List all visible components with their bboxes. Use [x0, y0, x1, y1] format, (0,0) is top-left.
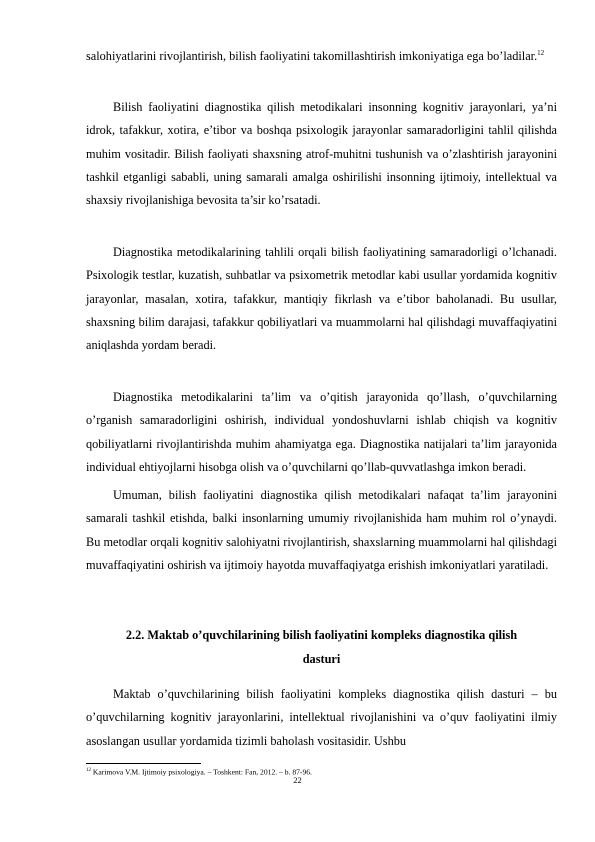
paragraph-talim-jarayoni: Diagnostika metodikalarini ta’lim va o’qitish jarayonida qo’llash, o’quvchilarning o’rganish samaradorligini oshirish, individual yondoshuvlarni ishlab chiqish va kognitiv qobiliyatlarni rivojlantirishda muhim ahamiyatga ega. Diagnostika natijalari ta’lim jarayonida individual ehtiyojlarni hisobga olish va o’quvchilarni qo’llab-quvvatlashga imkon beradi.	[86, 390, 557, 475]
section-heading-line2: dasturi	[302, 651, 341, 666]
footnote-reference[interactable]: 12	[537, 48, 545, 57]
paragraph-maktab-dasturi: Maktab o’quvchilarining bilish faoliyatini kompleks diagnostika qilish dasturi – bu o’quvchilarning kognitiv jarayonlarini, intellektual rivojlanishini va o’quv faoliyatini ilmiy asoslangan usullar yordamida tizimli baholash vositasidir. Ushbu	[86, 687, 557, 748]
paragraph-diagnostika-tahlili: Diagnostika metodikalarining tahlili orqali bilish faoliyatining samaradorligi o’lchanadi. Psixologik testlar, kuzatish, suhbatlar va psixometrik metodlar kabi usullar yordamida kognitiv jarayonlar, masalan, xotira, tafakkur, mantiqiy fikrlash va e’tibor baholanadi. Bu usullar, shaxsning bilim darajasi, tafakkur qobiliyatlari va muammolarni hal qilishdagi muvaffaqiyatini aniqlashda yordam beradi.	[86, 245, 557, 353]
footnote-text: Karimova V.M. Ijtimoiy psixologiya. – Toshkent: Fan, 2012. – b. 87-96.	[91, 767, 312, 777]
paragraph-bilish-faoliyati: Bilish faoliyatini diagnostika qilish metodikalari insonning kognitiv jarayonlari, ya’ni idrok, tafakkur, xotira, e’tibor va boshqa psixologik jarayonlar samaradorligini tahlil qilishda muhim vositadir. Bilish faoliyati shaxsning atrof-muhitni tushunish va o’zlashtirish jarayonini tashkil etganligi sababli, uning samarali amalga oshirilishi insonning ijtimoiy, intellektual va shaxsiy rivojlanishiga bevosita ta’sir ko’rsatadi.	[86, 100, 557, 208]
paragraph-text: salohiyatlarini rivojlantirish, bilish faoliyatini takomillashtirish imkoniyatiga ega bo’ladilar.	[86, 49, 538, 63]
section-heading	[86, 624, 557, 671]
paragraph-umuman: Umuman, bilish faoliyatini diagnostika qilish metodikalari nafaqat ta’lim jarayonini samarali tashkil etishda, balki insonlarning umumiy rivojlanishida ham muhim rol o’ynaydi. Bu metodlar orqali kognitiv salohiyatni rivojlantirish, shaxslarning muammolarni hal qilishdagi muvaffaqiyatini oshirish va ijtimoiy hayotda muvaffaqiyatga erishish imkoniyatlari yaratiladi.	[86, 488, 557, 573]
footnote-separator	[86, 763, 201, 764]
footnote-number: 12	[86, 768, 91, 773]
page-number: 22	[293, 775, 302, 785]
paragraph-continuation	[86, 45, 557, 68]
section-heading-line1: 2.2. Maktab o’quvchilarining bilish faoliyatini kompleks diagnostika qilish	[125, 628, 518, 642]
